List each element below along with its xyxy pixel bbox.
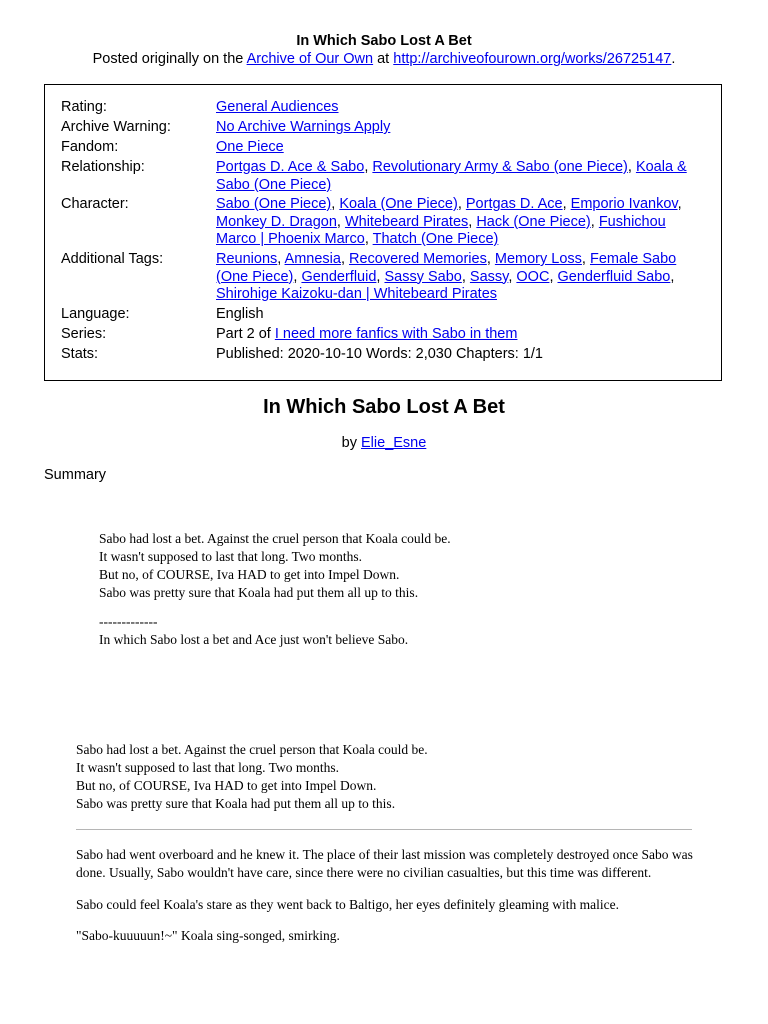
story-paragraph: Sabo could feel Koala's stare as they went back to Baltigo, her eyes definitely gleaming with malice. <box>76 896 620 912</box>
tags-label: Additional Tags: <box>61 251 164 267</box>
stats-label: Stats: <box>61 346 99 362</box>
character-label: Character: <box>61 196 129 212</box>
posted-originally-line <box>0 51 768 67</box>
character-link[interactable]: Thatch (One Piece) <box>372 231 499 247</box>
story-paragraph: "Sabo-kuuuuun!~" Koala sing-songed, smirking. <box>76 927 340 943</box>
fandom-label: Fandom: <box>61 139 119 155</box>
language-label: Language: <box>61 306 130 322</box>
story-paragraph: Sabo had went overboard and he knew it. The place of their last mission was completely destroyed once Sabo was done. Usually, Sabo wouldn't have care, since there were no civilian casualties, but this time was different. <box>76 847 693 881</box>
posted-at: at <box>373 51 394 67</box>
tag-link[interactable]: Sassy Sabo <box>384 268 462 285</box>
work-url-link[interactable]: http://archiveofourown.org/works/26725147 <box>393 51 672 67</box>
tag-link[interactable]: Genderfluid <box>301 268 377 285</box>
chapter-intro-line: Sabo had lost a bet. Against the cruel person that Koala could be. <box>76 742 428 757</box>
chapter-intro <box>76 741 696 813</box>
chapter-intro-line: It wasn't supposed to last that long. Two months. <box>76 760 339 775</box>
summary-line: It wasn't supposed to last that long. Two months. <box>99 549 362 564</box>
character-value: Sabo (One Piece), Koala (One Piece), Portgas D. Ace, Emporio Ivankov, Monkey D. Dragon, Whitebeard Pirates, Hack (One Piece), Fushichou Marco | Phoenix Marco, Thatch (One Piece) <box>216 196 682 247</box>
series-value <box>216 326 704 344</box>
summary-divider: ------------- <box>99 614 158 629</box>
character-link[interactable]: Sabo (One Piece) <box>216 196 332 212</box>
fandom-link[interactable]: One Piece <box>216 139 284 155</box>
tag-link[interactable]: Female Sabo (One Piece) <box>216 251 677 285</box>
work-title: In Which Sabo Lost A Bet <box>263 396 505 418</box>
tag-link[interactable]: Genderfluid Sabo <box>557 268 671 285</box>
relationship-link[interactable]: Portgas D. Ace & Sabo <box>216 159 365 175</box>
warning-value <box>216 119 704 137</box>
tag-link[interactable]: Recovered Memories <box>349 251 487 267</box>
tag-link[interactable]: Amnesia <box>284 251 341 267</box>
tag-link[interactable]: Reunions <box>216 251 278 267</box>
series-label: Series: <box>61 326 107 342</box>
character-link[interactable]: Hack (One Piece) <box>476 213 591 230</box>
relationship-link[interactable]: Koala & Sabo (One Piece) <box>216 159 687 193</box>
byline <box>0 435 768 451</box>
rating-value <box>216 99 704 117</box>
character-link[interactable]: Emporio Ivankov <box>570 196 678 212</box>
summary-line: But no, of COURSE, Iva HAD to get into Impel Down. <box>99 567 400 582</box>
language-value: English <box>216 306 264 322</box>
fandom-value <box>216 139 704 157</box>
relationship-label: Relationship: <box>61 159 145 175</box>
relationship-link[interactable]: Revolutionary Army & Sabo (one Piece) <box>372 159 628 175</box>
relationship-value: Portgas D. Ace & Sabo, Revolutionary Army & Sabo (one Piece), Koala & Sabo (One Piece) <box>216 159 687 193</box>
byline-prefix: by <box>341 435 362 451</box>
character-link[interactable]: Portgas D. Ace <box>465 196 563 212</box>
document-header-title: In Which Sabo Lost A Bet <box>296 33 472 49</box>
summary-extra-line: In which Sabo lost a bet and Ace just won't believe Sabo. <box>99 632 409 647</box>
summary-heading: Summary <box>44 467 107 483</box>
tag-link[interactable]: Sassy <box>469 268 509 285</box>
character-link[interactable]: Whitebeard Pirates <box>344 213 469 230</box>
tag-link[interactable]: OOC <box>516 268 550 285</box>
posted-prefix: Posted originally on the <box>92 51 247 67</box>
chapter-body <box>76 846 706 958</box>
tags-value: Reunions, Amnesia, Recovered Memories, Memory Loss, Female Sabo (One Piece), Genderfluid, Sassy Sabo, Sassy, OOC, Genderfluid Sabo, Shirohige Kaizoku-dan | Whitebeard Pirates <box>216 251 677 302</box>
rating-label: Rating: <box>61 99 107 115</box>
character-link[interactable]: Fushichou Marco | Phoenix Marco <box>216 213 666 247</box>
character-link[interactable]: Monkey D. Dragon <box>216 213 337 230</box>
tag-link[interactable]: Memory Loss <box>494 251 582 267</box>
chapter-intro-line: But no, of COURSE, Iva HAD to get into Impel Down. <box>76 778 377 793</box>
work-metadata-box <box>44 84 722 381</box>
horizontal-rule <box>76 829 692 830</box>
summary-line: Sabo was pretty sure that Koala had put them all up to this. <box>99 585 419 600</box>
posted-period: . <box>671 51 676 67</box>
rating-link[interactable]: General Audiences <box>216 99 339 115</box>
archive-link[interactable]: Archive of Our Own <box>246 51 374 67</box>
character-link[interactable]: Koala (One Piece) <box>339 196 458 212</box>
warning-link[interactable]: No Archive Warnings Apply <box>216 119 391 135</box>
series-prefix: Part 2 of <box>216 326 275 342</box>
tag-link[interactable]: Shirohige Kaizoku-dan | Whitebeard Pirates <box>216 286 498 302</box>
summary-spacer <box>99 602 699 613</box>
series-link[interactable]: I need more fanfics with Sabo in them <box>274 326 518 342</box>
author-link[interactable]: Elie_Esne <box>361 435 427 451</box>
chapter-intro-line: Sabo was pretty sure that Koala had put them all up to this. <box>76 796 396 811</box>
warning-label: Archive Warning: <box>61 119 171 135</box>
stats-value: Published: 2020-10-10 Words: 2,030 Chapters: 1/1 <box>216 346 543 362</box>
summary-text <box>99 530 699 649</box>
summary-line: Sabo had lost a bet. Against the cruel person that Koala could be. <box>99 531 451 546</box>
